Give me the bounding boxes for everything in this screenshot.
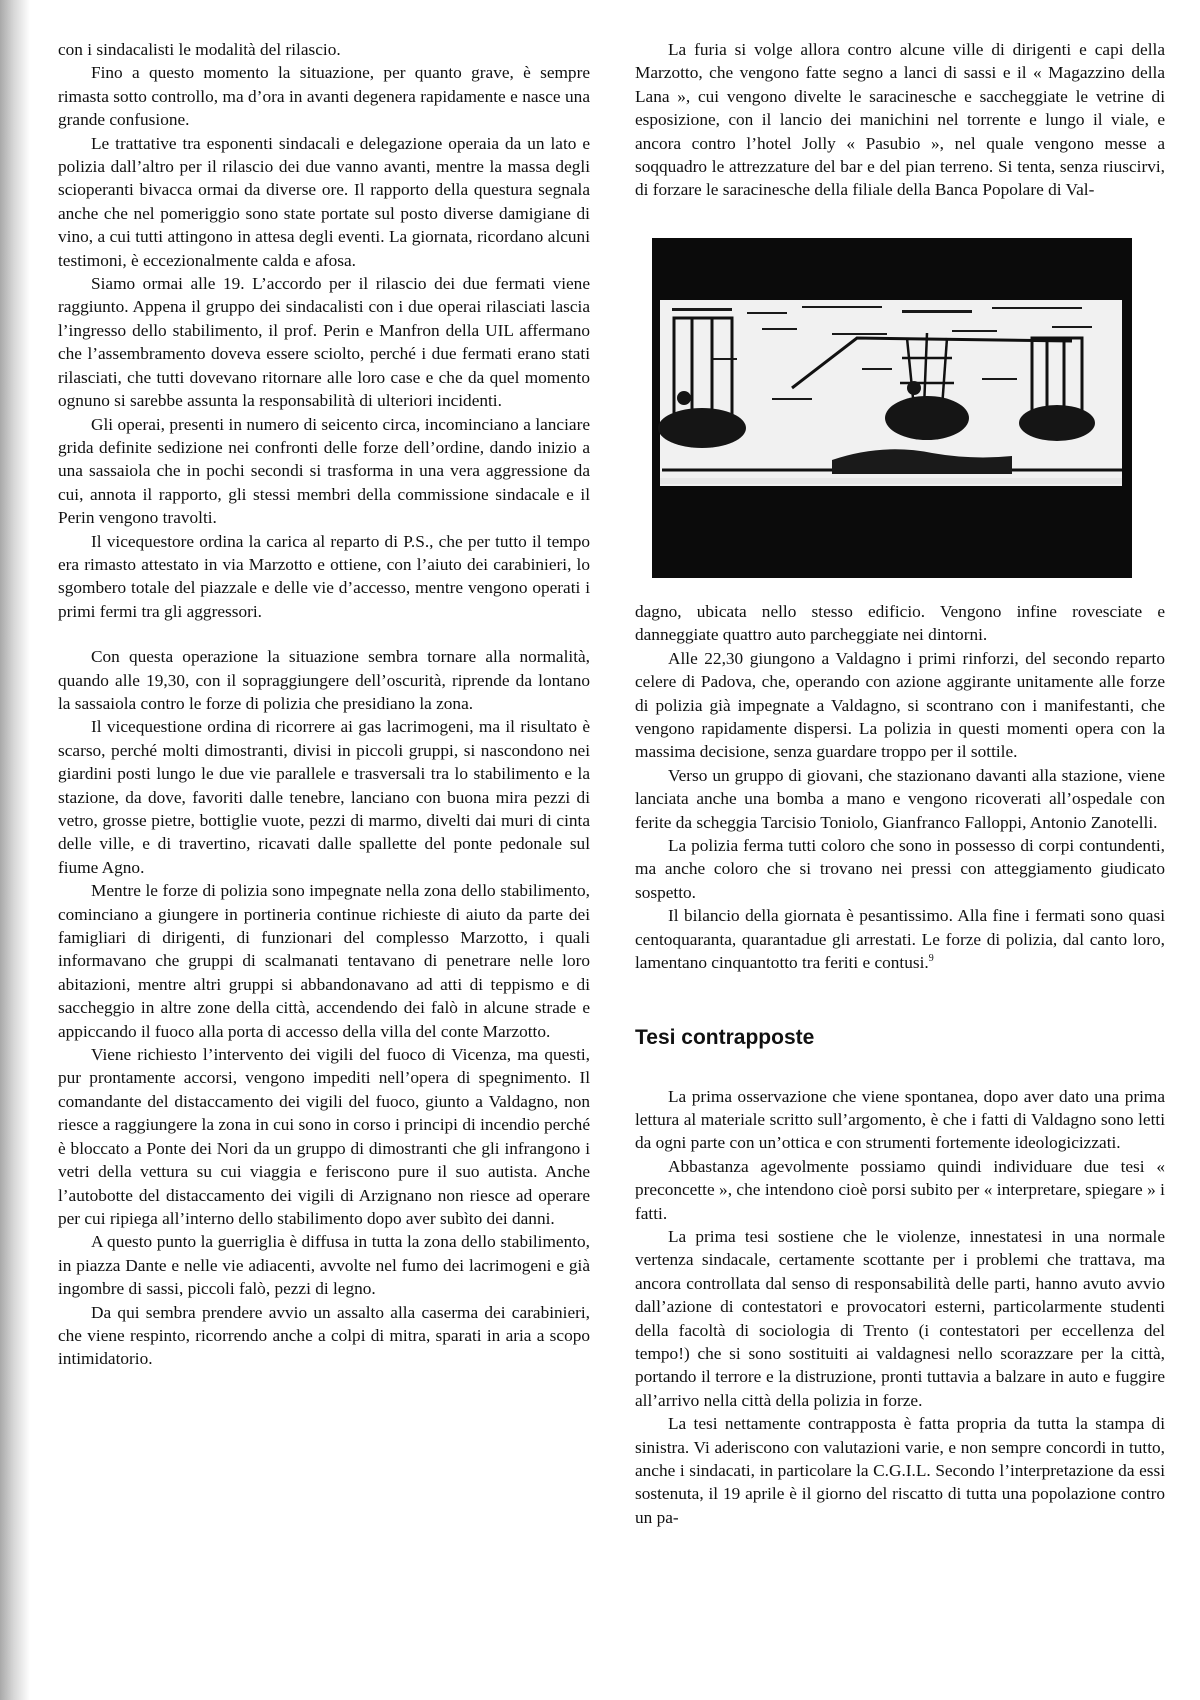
- paragraph: dagno, ubicata nello stesso edificio. Vengono infine rovesciate e danneggiate quattro auto parcheggiate nei dintorni.: [635, 602, 1165, 645]
- paragraph: Con questa operazione la situazione sembra tornare alla normalità, quando alle 19,30, con il sopraggiungere dell’oscurità, riprende da lontano la sassaiola contro le forze di polizia che presidiano la zona.: [58, 647, 590, 713]
- paragraph: Abbastanza agevolmente possiamo quindi individuare due tesi « preconcette », che intendono cioè porsi subito per « interpretare, spiegare » i fatti.: [635, 1156, 1165, 1223]
- paragraph: Siamo ormai alle 19. L’accordo per il rilascio dei due fermati viene raggiunto. Appena il gruppo dei sindacalisti con i due operai rilasciati lascia l’ingresso dello stabilimento, il prof. Perin e Manfron della UIL affermano che l’assembramento doveva essere sciolto, perché i due fermati erano stati rilasciati, che tutti dovevano ritornare alle loro case e che da quel momento ognuno si sarebbe assunta la responsabilità di ulteriori incidenti.: [58, 274, 590, 411]
- paragraph: Il vicequestore ordina la carica al reparto di P.S., che per tutto il tempo era rimasto attestato in via Marzotto e ottiene, con l’aiuto dei carabinieri, lo sgombero totale del piazzale e delle vie d’accesso, mentre vengono operati i primi fermi tra gli aggressori.: [58, 531, 590, 621]
- paragraph: con i sindacalisti le modalità del rilascio.: [58, 40, 341, 59]
- left-text-column: [58, 38, 590, 1371]
- paragraph: A questo punto la guerriglia è diffusa in tutta la zona dello stabilimento, in piazza Dante e nelle vie adiacenti, avvolte nel fumo dei lacrimogeni e già ingombre di sassi, piccoli falò, pezzi di legno.: [58, 1232, 590, 1299]
- paragraph: La prima osservazione che viene spontanea, dopo aver dato una prima lettura al materiale scritto sull’argomento, è che i fatti di Valdagno sono letti da ogni parte con un’ottica e con strumenti fortemente ideologicizzati.: [635, 1086, 1165, 1153]
- paragraph: Verso un gruppo di giovani, che stazionano davanti alla stazione, viene lanciata anche una bomba a mano e vengono ricoverati all’ospedale con ferite da scheggia Tarcisio Toniolo, Gianfranco Falloppi, Antonio Zanotelli.: [635, 765, 1165, 832]
- paragraph: La polizia ferma tutti coloro che sono in possesso di corpi contundenti, ma anche coloro che si trovano nei pressi con atteggiamento giudicato sospetto.: [635, 836, 1165, 902]
- paragraph: Viene richiesto l’intervento dei vigili del fuoco di Vicenza, ma questi, pur prontamente accorsi, vengono impediti nell’opera di spegnimento. Il comandante del distaccamento dei vigili del fuoco, giunto a Valdagno, non riesce a raggiungere la zona in cui sono in corso i principi di incendio perché è bloccato a Ponte dei Nori da un gruppo di dimostranti che gli infrangono i vetri della vettura su cui viaggia e feriscono pure il suo autista. Anche l’autobotte del distaccamento dei vigili di Arzignano non riesce ad operare per cui ripiega all’interno dello stabilimento dopo aver subìto dei danni.: [58, 1045, 590, 1228]
- page-binding-shadow: [0, 0, 30, 1700]
- paragraph: Il vicequestione ordina di ricorrere ai gas lacrimogeni, ma il risultato è scarso, perché molti dimostranti, divisi in piccoli gruppi, si nascondono nei giardini posti lungo le due vie parallele e trasversali tra lo stabilimento e la stazione, da dove, favoriti dalle tenebre, lanciano con buona mira pezzi di vetro, grosse pietre, bottiglie vuote, pezzi di marmo, divelti dai muri di cinta delle ville, e di travertino, ricavati dalle spallette del ponte pedonale sul fiume Agno.: [58, 717, 590, 877]
- paragraph-text: Il bilancio della giornata è pesantissimo. Alla fine i fermati sono quasi centoquaranta, quarantadue gli arrestati. Le forze di polizia, dal canto loro, lamentano cinquantotto tra feriti e contusi.: [635, 906, 1165, 973]
- paragraph: Mentre le forze di polizia sono impegnate nella zona dello stabilimento, cominciano a giungere in portineria continue richieste di aiuto da parte dei famigliari di dirigenti, di funzionari del complesso Marzotto, i quali informavano che gruppi di scalmanati tentavano di penetrare nelle loro abitazioni, mentre altri gruppi si abbandonavano ad atti di teppismo e di saccheggio in altre zone della città, accendendo dei falò in alcune strade e appiccando il fuoco alla porta di accesso della villa del conte Marzotto.: [58, 881, 590, 1041]
- paragraph: Gli operai, presenti in numero di seicento circa, incominciano a lanciare grida definite sedizione nei confronti delle forze dell’ordine, dando inizio a una sassaiola che in pochi secondi si trasforma in una vera aggressione da cui, annota il rapporto, gli stessi membri della commissione sindacale e il Perin vengono travolti.: [58, 414, 590, 528]
- paragraph: Fino a questo momento la situazione, per quanto grave, è sempre rimasta sotto controllo, ma d’ora in avanti degenera rapidamente e nasce una grande confusione.: [58, 63, 590, 130]
- paragraph-with-footnote: [635, 904, 1165, 974]
- right-text-column-bottom: [635, 600, 1165, 1529]
- paragraph: La prima tesi sostiene che le violenze, innestatesi in una normale vertenza sindacale, certamente scottante per i problemi che trattava, ma ancora controllata dal senso di responsabilità delle parti, hanno avuto avvio dall’azione di contestatori e provocatori esterni, particolarmente studenti della facoltà di sociologia di Trento (i contestatori per eccellenza del tempo!) che si sono sostituiti ai valdagnesi nello scorazzare per la città, portando il terrore e la distruzione, pronti tuttavia a balzare in auto e fuggire all’arrivo nella città della polizia in forze.: [635, 1226, 1165, 1410]
- footnote-marker: 9: [928, 953, 934, 965]
- article-photo: [652, 238, 1132, 578]
- photo-image: [652, 238, 1132, 578]
- section-heading: Tesi contrapposte: [635, 1025, 815, 1049]
- paragraph: Le trattative tra esponenti sindacali e delegazione operaia da un lato e polizia dall’altro per il rilascio dei due vanno avanti, mentre la massa degli scioperanti bivacca ormai da diverse ore. Il rapporto della questura segnala anche che nel pomeriggio sono state portate sul posto diverse damigiane di vino, a cui tutti attingono in attesa degli eventi. La giornata, ricordano alcuni testimoni, è eccezionalmente calda e afosa.: [58, 133, 590, 270]
- right-text-column-top: [635, 38, 1165, 202]
- paragraph: La furia si volge allora contro alcune ville di dirigenti e capi della Marzotto, che vengono fatte segno a lanci di sassi e il « Magazzino della Lana », cui vengono divelte le saracinesche e saccheggiate le vetrine di esposizione, con il lancio dei manichini nel torrente e lungo il viale, e ancora contro l’hotel Jolly « Pasubio », nel quale vengono messe a soqquadro le attrezzature del bar e del pian terreno. Si tenta, senza riuscirvi, di forzare le saracinesche della filiale della Banca Popolare di Val-: [635, 40, 1165, 200]
- paragraph: Alle 22,30 giungono a Valdagno i primi rinforzi, del secondo reparto celere di Padova, che, operando con azione aggirante unitamente alle forze di polizia già impegnate a Valdagno, si scontrano con i manifestanti, che vengono rapidamente dispersi. La polizia in questi momenti opera con la massima decisione, senza guardare troppo per il sottile.: [635, 648, 1165, 762]
- paragraph: La tesi nettamente contrapposta è fatta propria da tutta la stampa di sinistra. Vi aderiscono con valutazioni varie, e non sempre concordi in tutto, anche i sindacati, in particolare la C.G.I.L. Secondo l’interpretazione da essi sostenuta, il 19 aprile è il giorno del riscatto di tutta una popolazione contro un pa-: [635, 1414, 1165, 1527]
- paragraph: Da qui sembra prendere avvio un assalto alla caserma dei carabinieri, che viene respinto, ricorrendo anche a colpi di mitra, sparati in aria a scopo intimidatorio.: [58, 1302, 590, 1369]
